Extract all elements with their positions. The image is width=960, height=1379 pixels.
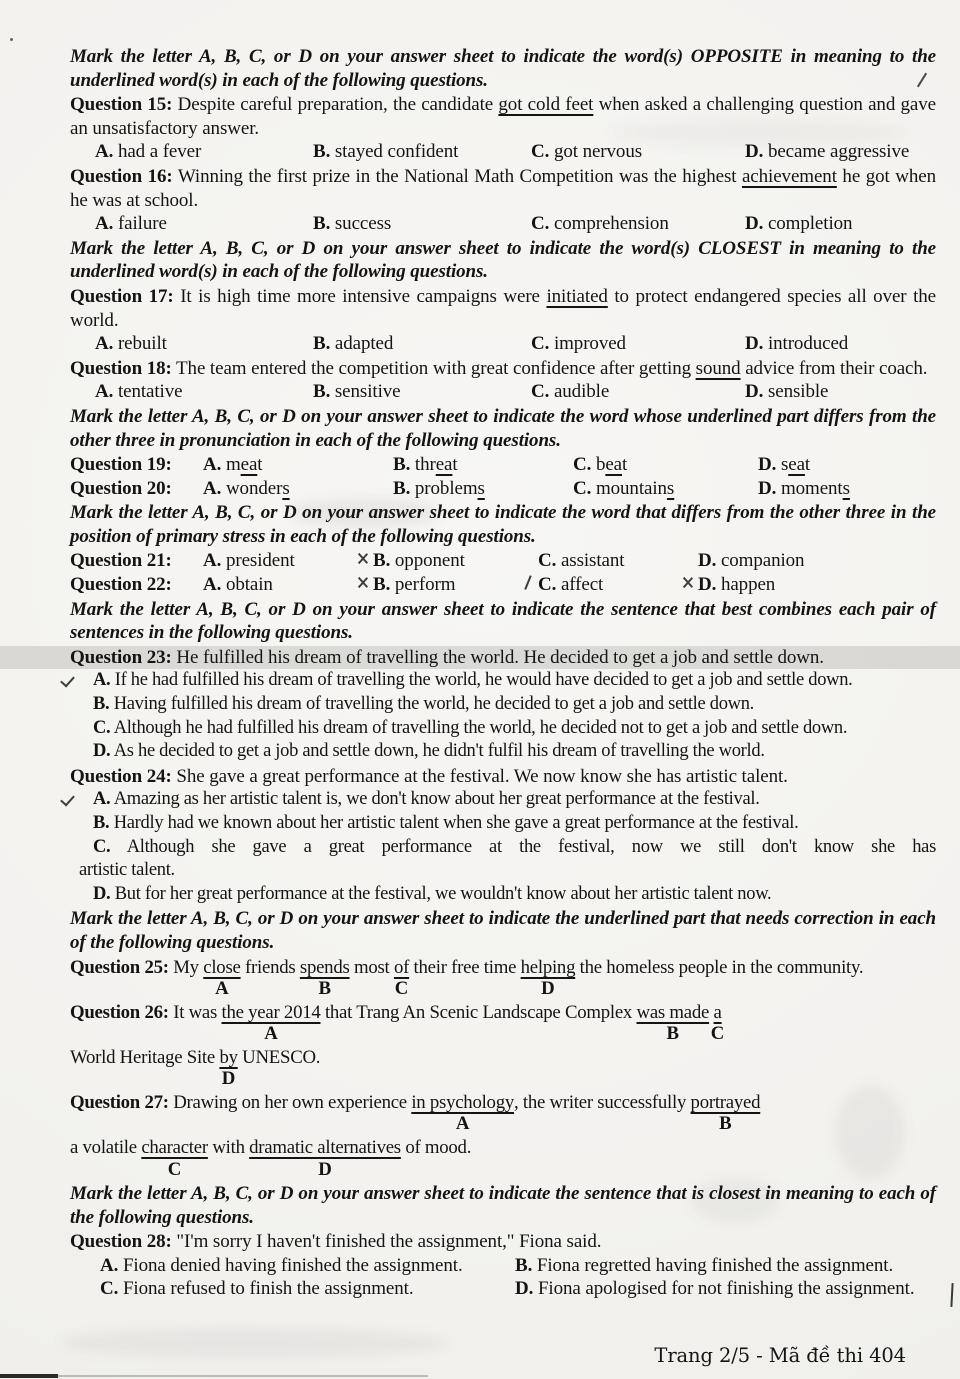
question-number: Question 22: (70, 574, 172, 596)
option-letter: C. (538, 574, 557, 596)
answer-option (95, 140, 313, 164)
option-letter: D. (698, 574, 717, 596)
answer-option (745, 140, 936, 164)
option-text: success (334, 213, 392, 235)
option-letter: C. (538, 550, 557, 572)
option-text: companion (720, 550, 805, 572)
option-text: Having fulfilled his dream of travelling the world, he decided to get a job and settle down. (113, 694, 754, 715)
answer-option (203, 549, 373, 573)
question-number: Question 24: (70, 765, 172, 787)
underlined-phrase (219, 1046, 238, 1090)
question-number: Question 16: (70, 165, 173, 187)
option-letter: D. (93, 741, 111, 762)
answer-options (70, 788, 936, 906)
answer-option (313, 380, 531, 404)
text-segment: He fulfilled his dream of travelling the world. He decided to get a job and settle down. (176, 646, 824, 668)
answer-option (393, 477, 573, 501)
option-letter: B. (313, 381, 331, 403)
options-row-inline (70, 477, 936, 501)
question-number: Question 26: (70, 1001, 169, 1023)
answer-option (70, 812, 936, 836)
correction-label: D (221, 1068, 236, 1090)
text-segment: thr (414, 454, 436, 476)
option-text: tentative (117, 381, 183, 403)
question-number: Question 27: (70, 1091, 169, 1113)
option-text: Fiona apologised for not finishing the assignment. (537, 1278, 915, 1300)
option-letter: C. (93, 717, 111, 738)
answer-option (70, 788, 936, 812)
correction-label: C (394, 978, 409, 1000)
text-segment: the homeless people in the community. (575, 956, 864, 978)
underlined-text: dramatic alternatives (249, 1136, 401, 1158)
answer-option (573, 477, 758, 501)
answer-option (531, 380, 745, 404)
option-letter: A. (93, 670, 111, 691)
scan-smudge (60, 1328, 450, 1358)
options-row (70, 380, 936, 404)
answer-option (531, 140, 745, 164)
text-segment: "I'm sorry I haven't finished the assignment," Fiona said. (176, 1231, 602, 1253)
option-letter: D. (745, 381, 764, 403)
answer-option (70, 836, 936, 883)
option-letter: C. (573, 477, 592, 499)
text-segment: My (173, 956, 204, 978)
question-number: Question 17: (70, 285, 174, 307)
answer-option (95, 332, 313, 356)
underlined-phrase (203, 956, 241, 1000)
option-text-continued: artistic talent. (79, 860, 175, 881)
instruction-heading: Mark the letter A, B, C, or D on your answer sheet to indicate the sentence that is closest in meaning to each of the following questions. (70, 1183, 936, 1228)
answer-option (515, 1254, 936, 1278)
option-letter: B. (313, 141, 331, 163)
handwritten-x-mark (681, 576, 695, 590)
instruction-heading: Mark the letter A, B, C, or D on your answer sheet to indicate the word(s) CLOSEST in meaning to the underlined word(s) in each of the following questions. (70, 237, 936, 283)
option-letter: A. (95, 213, 114, 235)
option-letter: C. (531, 381, 550, 403)
underlined-phrase (690, 1091, 761, 1135)
text-segment: a volatile (70, 1136, 142, 1158)
underlined-text: was made (636, 1001, 710, 1023)
underlined-phrase: achievement (741, 165, 837, 187)
correction-label: A (264, 1023, 278, 1045)
option-letter: C. (100, 1278, 119, 1300)
correction-label: C (167, 1158, 182, 1180)
option-letter: B. (373, 574, 391, 596)
text-segment: wonder (225, 477, 283, 499)
answer-option (203, 573, 373, 597)
handwritten-slash-mark (521, 576, 535, 590)
question-number: Question 25: (70, 956, 169, 978)
option-letter: A. (100, 1254, 119, 1276)
option-text: president (225, 550, 295, 572)
answer-option (203, 477, 393, 501)
underlined-phrase (221, 1001, 321, 1045)
answer-option (758, 477, 936, 501)
text-segment: Despite careful preparation, the candidate (177, 94, 499, 116)
answer-option (95, 212, 313, 236)
text-segment: , the writer successfully (513, 1091, 691, 1113)
underlined-phrase (393, 956, 410, 1000)
underlined-phrase (141, 1136, 208, 1180)
text-segment: m (225, 454, 241, 476)
handwritten-check-mark (61, 673, 75, 687)
underlined-text: a (713, 1001, 722, 1023)
option-text: Although he had fulfilled his dream of travelling the world, he decided not to get a job and settle down. (113, 717, 848, 738)
correction-label: D (541, 978, 555, 1000)
text-segment: t (257, 454, 263, 476)
text-segment: s (780, 454, 789, 476)
answer-option (745, 380, 936, 404)
option-text: Fiona regretted having finished the assignment. (536, 1254, 894, 1276)
instruction-heading: Mark the letter A, B, C, or D on your answer sheet to indicate the sentence that best combines each pair of sentences in the following questions. (70, 598, 936, 644)
text-segment: t (452, 454, 458, 476)
question-number: Question 21: (70, 550, 172, 572)
underlined-phrase: initiated (546, 285, 608, 307)
handwritten-check-mark (61, 792, 75, 806)
question-stem (70, 765, 936, 789)
option-text: adapted (334, 333, 394, 355)
underlined-text: close (203, 956, 241, 978)
text-segment: of mood. (400, 1136, 472, 1158)
text-segment: that Trang An Scenic Landscape Complex (320, 1001, 637, 1023)
option-letter: C. (531, 141, 550, 163)
answer-option (515, 1277, 936, 1301)
question-line-with-labels (70, 1046, 936, 1091)
text-segment: b (595, 454, 606, 476)
option-letter: B. (93, 694, 110, 715)
underlined-phrase (520, 956, 576, 1000)
question-line-with-labels (70, 1136, 936, 1181)
underlined-phrase: ea (240, 454, 258, 476)
option-text: affect (560, 574, 604, 596)
underlined-phrase (636, 1001, 710, 1045)
underlined-text: helping (520, 956, 576, 978)
option-text: happen (720, 574, 776, 596)
answer-option (758, 453, 936, 477)
answer-option (313, 212, 531, 236)
text-segment: with (207, 1136, 250, 1158)
option-letter: D. (515, 1278, 534, 1300)
question-number: Question 19: (70, 454, 172, 476)
option-text: Amazing as her artistic talent is, we don't know about her great performance at the festival. (113, 789, 760, 810)
question-number: Question 20: (70, 477, 172, 499)
scan-bottom-streak (0, 1374, 58, 1378)
option-letter: A. (95, 333, 114, 355)
correction-label: B (719, 1113, 732, 1135)
question-number: Question 23: (70, 646, 172, 668)
underlined-phrase (249, 1136, 401, 1180)
answer-option (313, 332, 531, 356)
answer-option (373, 573, 538, 597)
option-letter: C. (531, 213, 550, 235)
underlined-phrase: ea (788, 454, 805, 476)
text-segment: their free time (409, 956, 521, 978)
option-letter: D. (758, 454, 777, 476)
option-text: rebuilt (117, 333, 167, 355)
option-letter: A. (93, 789, 111, 810)
options-row (70, 332, 936, 356)
underlined-phrase: sound (695, 357, 741, 379)
option-text: introduced (767, 333, 849, 355)
pen-mark-right-edge (950, 1283, 953, 1307)
option-text: assistant (560, 550, 625, 572)
instruction-heading: Mark the letter A, B, C, or D on your answer sheet to indicate the word whose underlined part differs from the other three in pronunciation in each of the following questions. (70, 405, 936, 451)
question-stem (70, 285, 936, 332)
instruction-heading: Mark the letter A, B, C, or D on your answer sheet to indicate the word that differs from the other three in the position of primary stress in each of the following questions. (70, 502, 936, 547)
underlined-text: of (393, 956, 410, 978)
underlined-phrase (411, 1091, 514, 1135)
option-text: failure (117, 213, 167, 235)
option-text: audible (553, 381, 610, 403)
underlined-phrase: ea (605, 454, 623, 476)
handwritten-x-mark (356, 552, 370, 566)
option-text: perform (394, 574, 456, 596)
option-letter: B. (313, 213, 331, 235)
text-segment: he got when he was at school. (70, 165, 936, 211)
answer-option (373, 549, 538, 573)
option-letter: B. (373, 550, 391, 572)
option-letter: A. (203, 454, 222, 476)
underlined-phrase (299, 956, 350, 1000)
question-line-with-labels (70, 1001, 936, 1046)
option-text: sensitive (334, 381, 401, 403)
option-letter: B. (515, 1254, 533, 1276)
options-row-inline (70, 453, 936, 477)
question-stem (70, 357, 936, 381)
handwritten-x-mark (356, 576, 370, 590)
option-text: If he had fulfilled his dream of travelling the world, he would have decided to get a job and settle down. (114, 670, 853, 691)
question-number: Question 15: (70, 94, 173, 116)
option-letter: D. (93, 883, 111, 904)
answer-option (745, 212, 936, 236)
option-first-line (79, 836, 936, 860)
option-text: improved (553, 333, 626, 355)
option-text: obtain (225, 574, 273, 596)
underlined-phrase: s (282, 477, 290, 499)
option-letter: D. (745, 213, 764, 235)
option-text: sensible (767, 381, 829, 403)
question-line-with-labels (70, 1091, 936, 1136)
option-text: Hardly had we known about her artistic talent when she gave a great performance at the festival. (113, 813, 799, 833)
answer-option (70, 740, 936, 764)
option-text: But for her great performance at the festival, we wouldn't know about her artistic talent now. (114, 883, 772, 904)
underlined-text: by (219, 1046, 238, 1068)
answer-option (573, 453, 758, 477)
text-segment: to protect endangered species all over the world. (70, 285, 936, 331)
text-segment: Winning the first prize in the National Math Competition was the highest (177, 165, 742, 187)
options-row (70, 212, 936, 236)
option-letter: B. (93, 813, 110, 833)
option-letter: D. (745, 333, 764, 355)
underlined-phrase: s (842, 477, 850, 499)
underlined-phrase: s (666, 477, 675, 499)
answer-option (203, 453, 393, 477)
answer-option (70, 669, 936, 693)
correction-label: B (666, 1023, 680, 1045)
answer-option (70, 693, 936, 717)
option-letter: A. (95, 141, 114, 163)
underlined-phrase: s (477, 477, 485, 499)
question-stem (70, 1230, 936, 1254)
scan-bottom-streak-faint (58, 1375, 428, 1377)
option-letter: B. (393, 454, 411, 476)
text-segment: moment (780, 477, 843, 499)
correction-label: A (455, 1113, 470, 1135)
text-segment: She gave a great performance at the festival. We now know she has artistic talent. (176, 765, 788, 787)
question-line-with-labels (70, 956, 936, 1001)
exam-content (70, 44, 936, 1301)
underlined-phrase: ea (435, 454, 453, 476)
answer-option (745, 332, 936, 356)
scan-speck (10, 38, 13, 41)
text-segment: It was (173, 1001, 222, 1023)
text-segment: most (349, 956, 394, 978)
correction-label: B (318, 978, 331, 1000)
answer-option (70, 717, 936, 741)
text-segment: mountain (595, 477, 667, 499)
text-segment: when asked a challenging question and gave an unsatisfactory answer. (70, 94, 936, 139)
answer-option (100, 1254, 515, 1278)
option-text: had a fever (117, 141, 202, 163)
option-letter: D. (758, 477, 777, 499)
underlined-phrase (710, 1001, 725, 1045)
option-letter: A. (203, 477, 222, 499)
underlined-phrase: got cold feet (498, 94, 594, 116)
text-segment: Drawing on her own experience (173, 1091, 412, 1113)
answer-option (538, 549, 698, 573)
option-letter: A. (203, 550, 222, 572)
correction-label: C (710, 1023, 725, 1045)
text-segment: It is high time more intensive campaigns were (180, 285, 547, 307)
correction-label: A (215, 978, 229, 1000)
correction-label: D (318, 1158, 332, 1180)
instruction-heading: Mark the letter A, B, C, or D on your answer sheet to indicate the word(s) OPPOSITE in meaning to the underlined word(s) in each of the following questions. (70, 46, 936, 91)
option-text: opponent (394, 550, 465, 572)
options-row (70, 140, 936, 164)
answer-option (100, 1277, 515, 1301)
option-letter: D. (698, 550, 717, 572)
question-stem (70, 165, 936, 212)
answer-option (531, 212, 745, 236)
question-number: Question 28: (70, 1231, 172, 1253)
option-letter: D. (745, 141, 764, 163)
option-text: As he decided to get a job and settle down, he didn't fulfil his dream of travelling the world. (113, 741, 765, 762)
answer-options-grid (70, 1254, 936, 1301)
option-letter: C. (93, 836, 111, 857)
option-text: stayed confident (334, 141, 459, 163)
underlined-text: in psychology (411, 1091, 514, 1113)
page-footer: Trang 2/5 - Mã đề thi 404 (654, 1344, 906, 1368)
underlined-text: character (141, 1136, 208, 1158)
option-text: Fiona refused to finish the assignment. (122, 1278, 414, 1300)
option-text: Fiona denied having finished the assignment. (122, 1254, 463, 1276)
text-segment: friends (240, 956, 300, 978)
option-letter: A. (95, 381, 114, 403)
answer-option (393, 453, 573, 477)
option-text: became aggressive (767, 141, 910, 163)
option-text: comprehension (553, 213, 669, 235)
text-segment: The team entered the competition with great confidence after getting (176, 357, 696, 379)
answer-option (70, 883, 936, 907)
text-segment: t (804, 454, 811, 476)
option-text: Although she gave a great performance at the festival, now we still don't know she has (126, 836, 936, 857)
answer-option (531, 332, 745, 356)
text-segment: problem (414, 477, 478, 499)
text-segment: UNESCO. (237, 1046, 321, 1068)
answer-option (538, 573, 698, 597)
option-letter: B. (313, 333, 331, 355)
answer-option (698, 573, 936, 597)
underlined-text: spends (299, 956, 350, 978)
text-segment: advice from their coach. (740, 357, 928, 379)
answer-options (70, 669, 936, 763)
option-text: completion (767, 213, 853, 235)
answer-option (313, 140, 531, 164)
answer-option (95, 380, 313, 404)
text-segment: t (622, 454, 628, 476)
option-letter: B. (393, 477, 411, 499)
options-row-inline (70, 549, 936, 573)
question-number: Question 18: (70, 357, 172, 379)
option-letter: C. (573, 454, 592, 476)
text-segment: World Heritage Site (70, 1046, 220, 1068)
option-letter: C. (531, 333, 550, 355)
underlined-text: the year 2014 (221, 1001, 321, 1023)
answer-option (698, 549, 936, 573)
option-text: got nervous (553, 141, 643, 163)
options-row-inline (70, 573, 936, 597)
question-stem (70, 93, 936, 140)
underlined-text: portrayed (690, 1091, 761, 1113)
question-stem (0, 646, 960, 670)
instruction-heading: Mark the letter A, B, C, or D on your answer sheet to indicate the underlined part that needs correction in each of the following questions. (70, 908, 936, 953)
option-letter: A. (203, 574, 222, 596)
